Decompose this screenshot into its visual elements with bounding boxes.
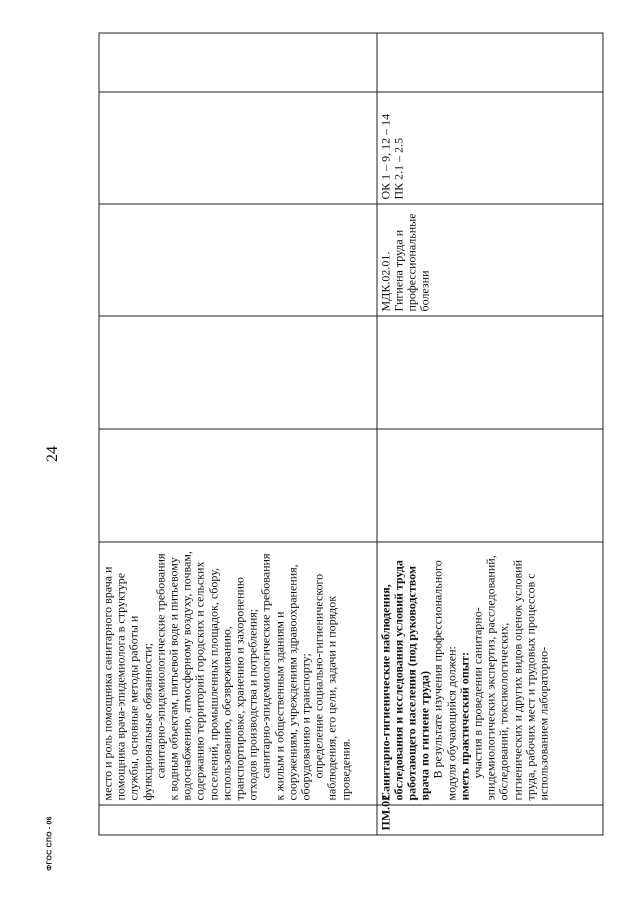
table-row (377, 33, 603, 835)
mdk-cell: МДК.02.01. Гигиена труда и профессиональные болезни (377, 204, 603, 316)
content-paragraph: санитарно-эпидемиологические требования к водным объектам, питьевой воде и питьевому водоснабжению, атмосферному воздуху, почвам, содержанию территорий городских и сельских поселений, промышленных площадок, сбору, использованию, обезвреживанию, транспортировке, хранению и захоронению отходов производства и потребления; (153, 551, 260, 801)
footer-code: ФГОС СПО - 06 (46, 816, 54, 871)
curriculum-table (99, 33, 604, 836)
content-subheading: иметь практический опыт: (457, 652, 472, 801)
content-paragraph: участия в проведении санитарно-эпидемиологических экспертиз, расследований, обследований, токсикологических, гигиенических и других видов оценок условий труда, рабочих мест и трудовых процессов с использованием лабораторно- (470, 555, 551, 801)
empty-cell (377, 316, 603, 429)
content-paragraph: В результате изучения профессионального модуля обучающийся должен: (430, 560, 459, 801)
empty-cell (99, 429, 377, 542)
empty-cell (99, 92, 377, 204)
empty-cell (377, 33, 603, 92)
content-paragraph: санитарно-эпидемиологические требования к жилым и общественным зданиям и сооружениям, учреждениям здравоохранения, оборудованию и транспорту; (258, 553, 313, 801)
module-content-cell (377, 542, 603, 805)
empty-cell (99, 316, 377, 429)
module-title: Санитарно-гигиенические наблюдения, обследования и исследования условий труда работающего населения (под руководством врача по гигиене труда) (378, 560, 432, 801)
empty-cell (99, 33, 377, 92)
module-code-cell: ПМ.02 (377, 805, 603, 835)
module-code-cell (99, 805, 377, 835)
table-row (99, 33, 377, 835)
content-paragraph: место и роль помощника санитарного врача и помощника врача-эпидемиолога в структуре службы, основные методы работы и функциональные обязанности; (100, 566, 155, 801)
empty-cell (377, 429, 603, 542)
curriculum-table-page (99, 34, 604, 836)
content-paragraph: определение социально-гигиенического наблюдения, его цели, задачи и порядок проведения. (311, 573, 353, 801)
module-content-cell (99, 542, 377, 805)
competencies-cell: ОК 1 – 9, 12 – 14 ПК 2.1 – 2.5 (377, 92, 603, 204)
page-number: 24 (44, 446, 61, 462)
empty-cell (99, 204, 377, 316)
